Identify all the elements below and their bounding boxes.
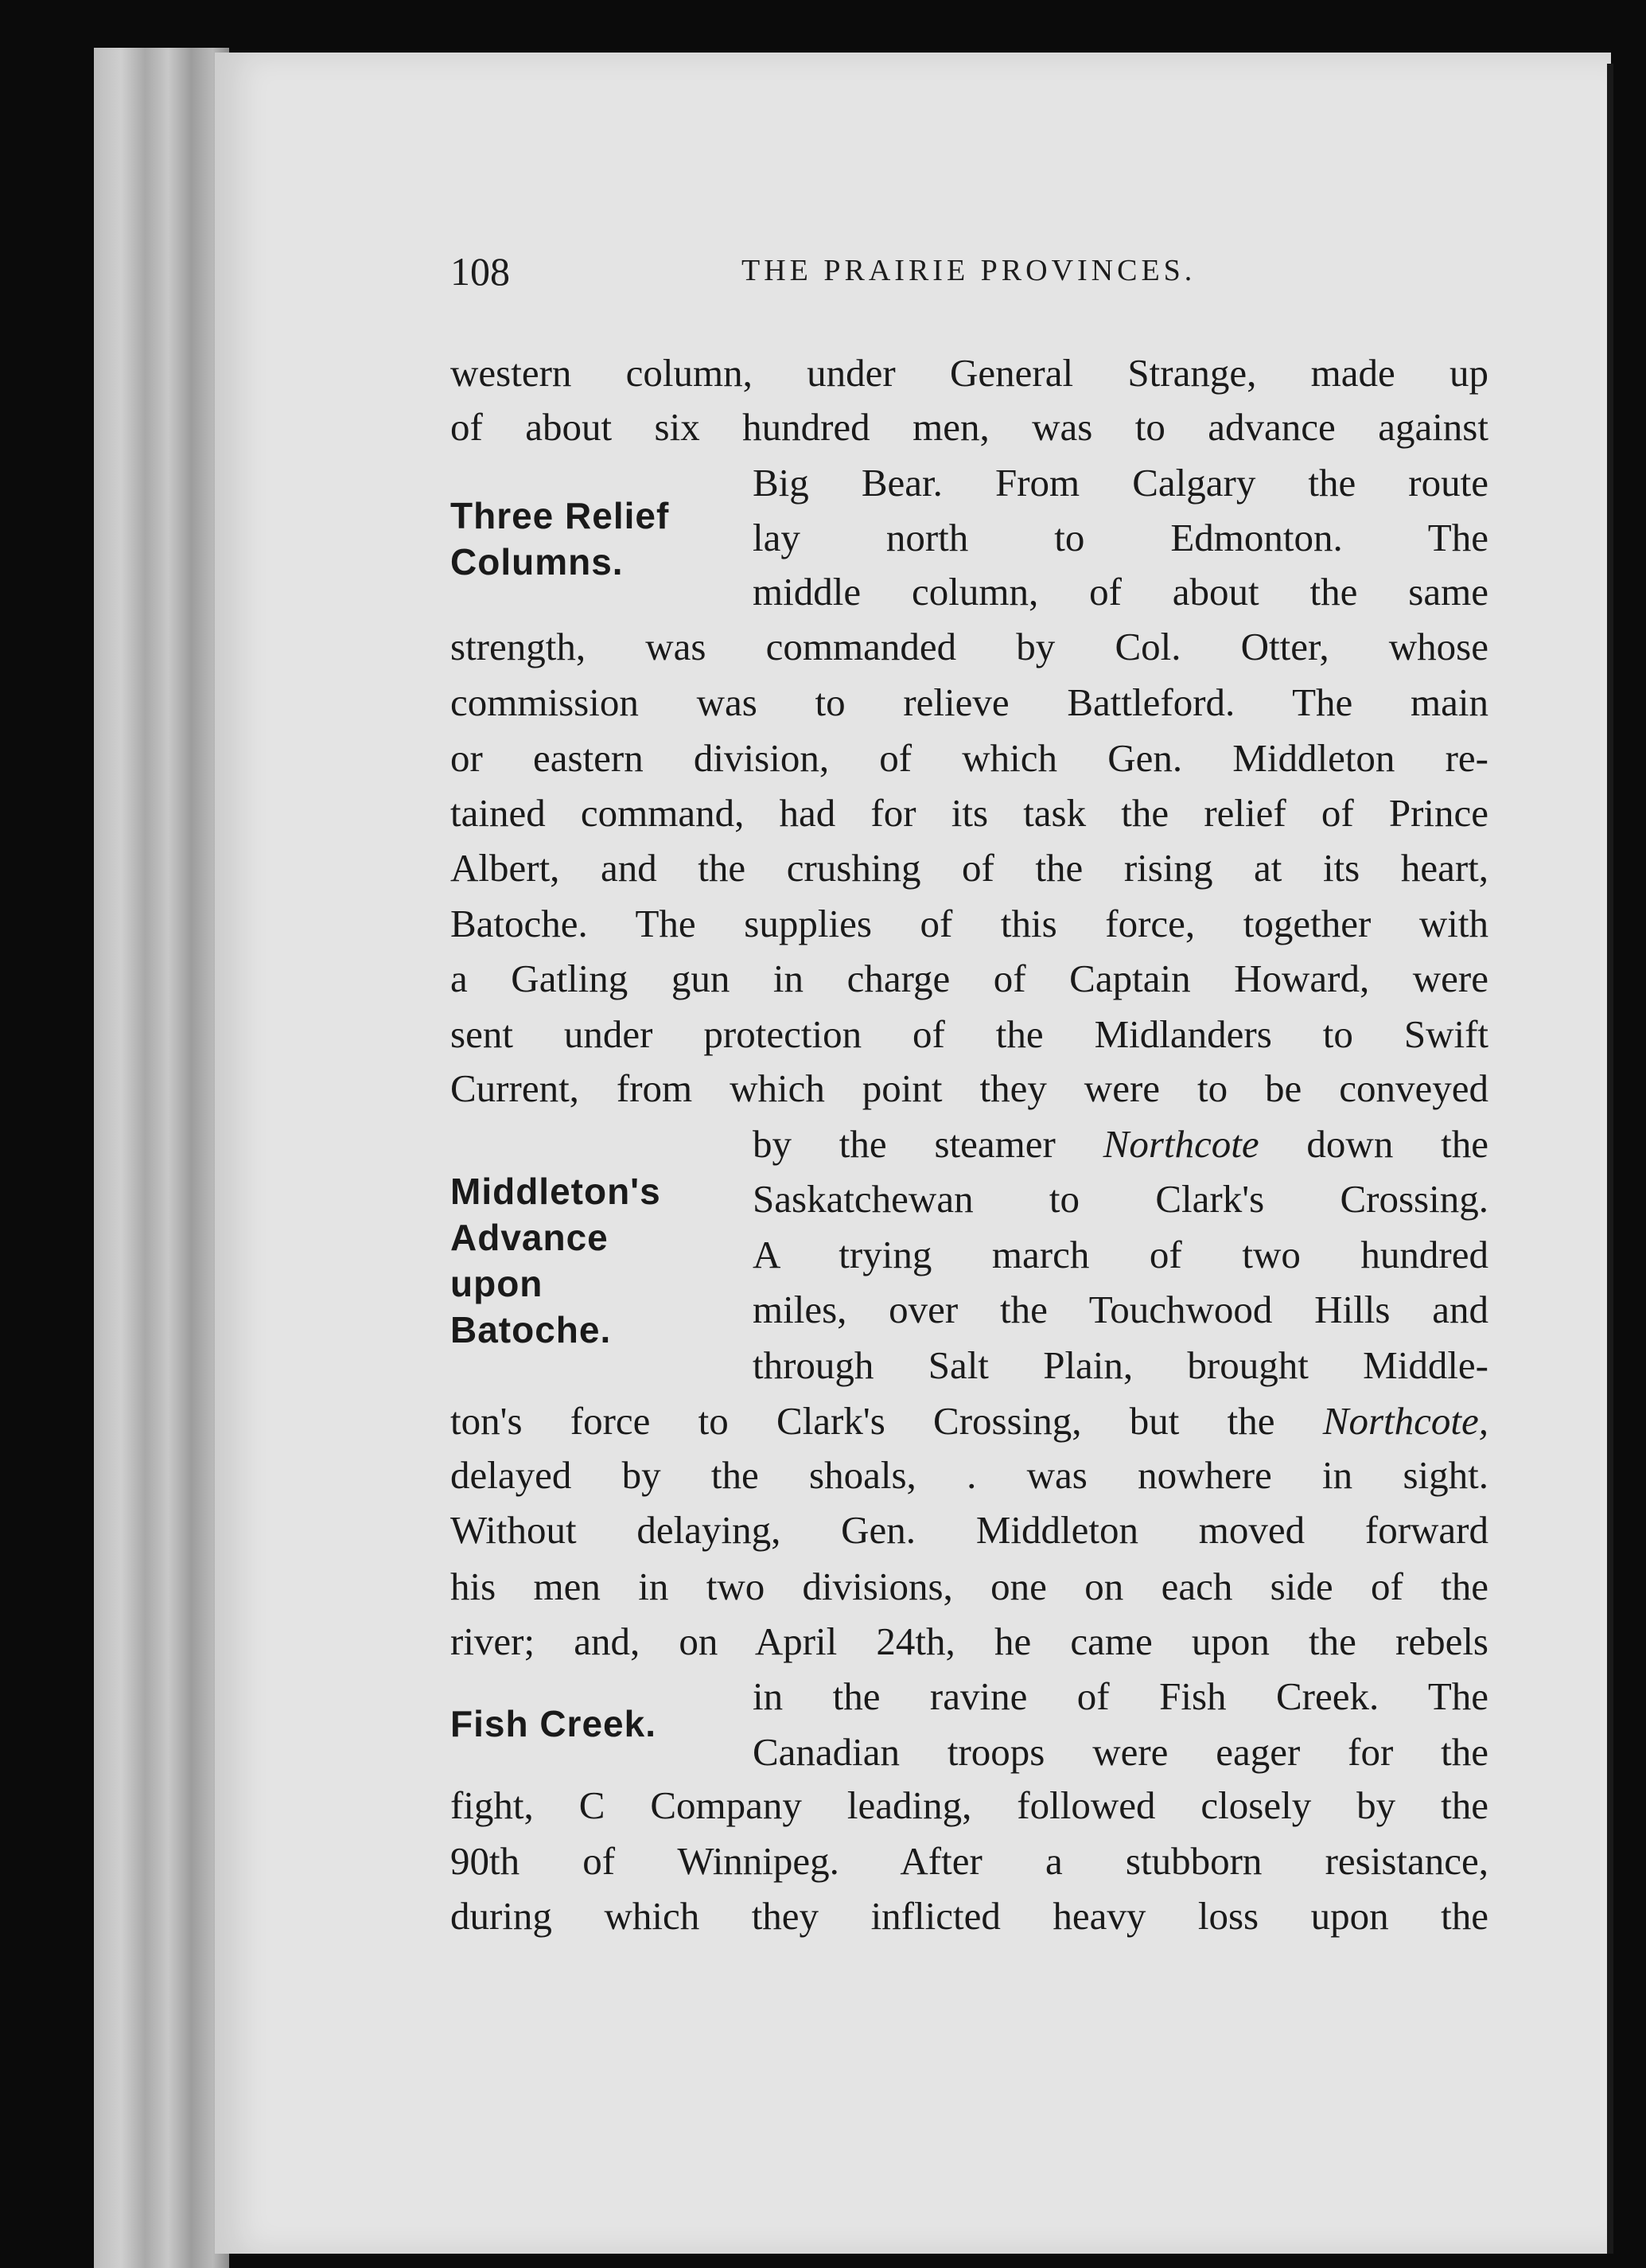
running-title: THE PRAIRIE PROVINCES. (741, 254, 1197, 287)
text-segment: down the (1259, 1122, 1488, 1166)
text-line: Current, from which point they were to be conveyed (450, 1066, 1488, 1110)
text-line: lay north to Edmonton. The (753, 516, 1488, 559)
text-line: during which they inflicted heavy loss upon the (450, 1894, 1488, 1938)
text-line: middle column, of about the same (753, 570, 1488, 614)
text-line: in the ravine of Fish Creek. The (753, 1674, 1488, 1718)
sidenote-fish-creek: Fish Creek. (450, 1703, 656, 1744)
text-line: of about six hundred men, was to advance against (450, 405, 1488, 449)
sidenote-three-relief-columns: Three Relief Columns. (450, 495, 670, 583)
text-line: Without delaying, Gen. Middleton moved forward (450, 1508, 1488, 1552)
text-line: river; and, on April 24th, he came upon the rebels (450, 1619, 1488, 1663)
ship-name-italic: Northcote, (1322, 1399, 1488, 1443)
text-line: 90th of Winnipeg. After a stubborn resistance, (450, 1839, 1488, 1883)
page-header (450, 248, 1488, 296)
text-line: Saskatchewan to Clark's Crossing. (753, 1177, 1488, 1221)
text-line: or eastern division, of which Gen. Middleton re- (450, 736, 1488, 780)
text-line: miles, over the Touchwood Hills and (753, 1288, 1488, 1331)
text-line: through Salt Plain, brought Middle- (753, 1343, 1488, 1387)
text-line: his men in two divisions, one on each side of the (450, 1565, 1488, 1608)
text-line (450, 1396, 1488, 1447)
page-right-edge (1607, 64, 1613, 2254)
text-line: sent under protection of the Midlanders to Swift (450, 1012, 1488, 1056)
text-line: Canadian troops were eager for the (753, 1730, 1488, 1774)
text-line: western column, under General Strange, made up (450, 351, 1488, 395)
text-line: Batoche. The supplies of this force, together with (450, 902, 1488, 945)
sidenote-middleton-advance: Middleton's Advance upon Batoche. (450, 1171, 661, 1350)
text-line: A trying march of two hundred (753, 1233, 1488, 1276)
ship-name-italic: Northcote (1103, 1122, 1259, 1166)
text-segment: ton's force to Clark's Crossing, but the (450, 1399, 1323, 1443)
text-line (753, 1119, 1488, 1170)
text-line: fight, C Company leading, followed closely by the (450, 1783, 1488, 1827)
page-number: 108 (450, 249, 510, 294)
text-line: strength, was commanded by Col. Otter, whose (450, 625, 1488, 668)
text-line: Albert, and the crushing of the rising at its heart, (450, 846, 1488, 890)
text-line: tained command, had for its task the relief of Prince (450, 791, 1488, 835)
text-line: commission was to relieve Battleford. The main (450, 680, 1488, 724)
text-line: a Gatling gun in charge of Captain Howard, were (450, 957, 1488, 1000)
text-segment: by the steamer (753, 1122, 1103, 1166)
text-line: delayed by the shoals, . was nowhere in sight. (450, 1453, 1488, 1497)
text-line: Big Bear. From Calgary the route (753, 461, 1488, 505)
book-spine-edge (94, 48, 229, 2268)
